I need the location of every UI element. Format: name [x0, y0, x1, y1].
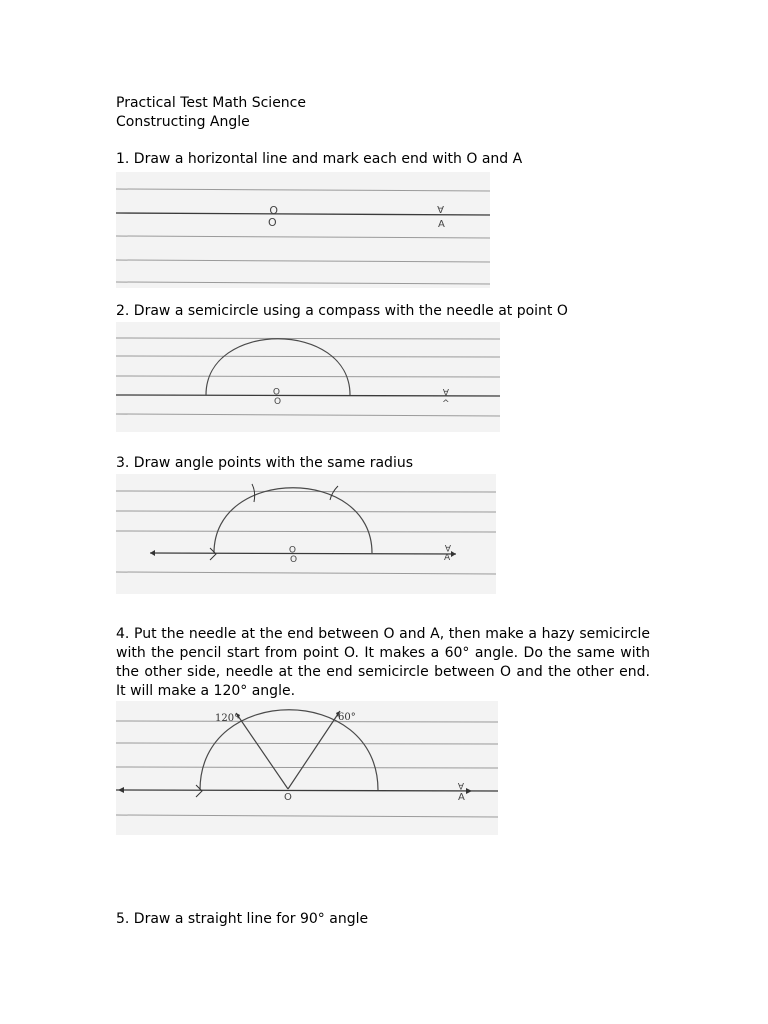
angle-60-label: 60° — [338, 712, 356, 723]
figure-step-1 — [116, 172, 490, 288]
figure-step-2 — [116, 322, 500, 432]
point-o-label: O — [290, 555, 298, 565]
step-2-text: 2. Draw a semicircle using a compass with the needle at point O — [116, 303, 568, 319]
point-a-upside-label: A — [444, 542, 451, 552]
point-o-upside-label: O — [272, 385, 280, 395]
step-4-text: 4. Put the needle at the end between O and A, then make a hazy semicircle with the pencil start from point O. It makes a 60° angle. Do the same with the other side, needle at the end semicircle between O and the other end. It will make a 120° angle. — [116, 626, 650, 699]
point-o-upside-label: O — [269, 203, 278, 216]
angle-120-label: 120° — [215, 713, 240, 724]
point-a-label: A — [458, 792, 465, 803]
step-5-text: 5. Draw a straight line for 90° angle — [116, 911, 369, 927]
document-title: Practical Test Math Science — [116, 95, 306, 111]
document-subtitle: Constructing Angle — [116, 114, 250, 130]
step-3-text: 3. Draw angle points with the same radius — [116, 455, 413, 471]
point-a-upside-label: A — [442, 386, 449, 396]
point-a-upside-label: A — [437, 203, 444, 214]
point-a-upside-label: A — [457, 780, 464, 790]
point-a-caret: ^ — [442, 399, 450, 409]
point-a-label: A — [444, 553, 451, 563]
point-o-label: O — [268, 216, 277, 229]
figure-step-4 — [116, 701, 498, 835]
point-a-label: A — [438, 219, 445, 230]
point-o-label: O — [274, 397, 282, 407]
point-o-label: O — [284, 792, 292, 803]
figure-step-3 — [116, 474, 496, 594]
point-o-upside-label: O — [288, 543, 296, 553]
step-1-text: 1. Draw a horizontal line and mark each end with O and A — [116, 151, 523, 167]
